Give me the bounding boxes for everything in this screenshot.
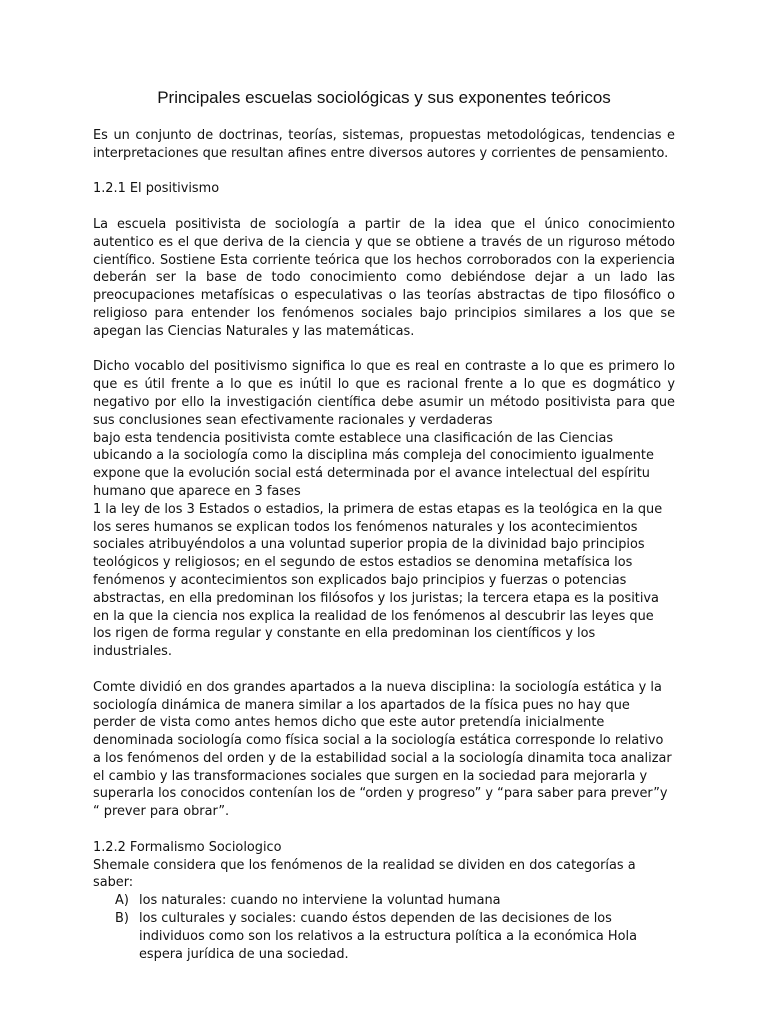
list-item (93, 910, 675, 963)
positivismo-paragraph-2: Dicho vocablo del positivismo significa lo que es real en contraste a lo que es primero lo que es útil frente a lo que es inútil lo que es racional frente a lo que es dogmático y negativo por ello la investigación científica debe asumir un método positivista para que sus conclusiones sean efectivamente racionales y verdaderas (93, 359, 675, 428)
intro-paragraph: Es un conjunto de doctrinas, teorías, sistemas, propuestas metodológicas, tendencias e interpretaciones que resultan afines entre diversos autores y corrientes de pensamiento. (93, 128, 675, 161)
list-item-text: los culturales y sociales: cuando éstos dependen de las decisiones de los individuos como son los relativos a la estructura política a la económica Hola espera jurídica de una sociedad. (139, 911, 637, 962)
list-item (93, 892, 675, 910)
section-heading-positivismo: 1.2.1 El positivismo (93, 181, 220, 197)
formalismo-intro: Shemale considera que los fenómenos de la realidad se dividen en dos categorías a saber: (93, 857, 636, 891)
categories-list (93, 892, 675, 963)
list-marker: A) (115, 893, 129, 909)
positivismo-paragraph-5: Comte dividió en dos grandes apartados a la nueva disciplina: la sociología estática y la sociología dinámica de manera similar a los apartados de la física pues no hay que perder de vista como antes hemos dicho que este autor pretendía inicialmente denominada sociología como física social a la sociología estática corresponde lo relativo a los fenómenos del orden y de la estabilidad social a la sociología dinamita toca analizar el cambio y las transformaciones sociales que surgen en la sociedad para mejorarla y superarla los conocidos contenían los de “orden y progreso” y “para saber para prever”y “ prever para obrar”. (93, 679, 672, 820)
section-heading-formalismo: 1.2.2 Formalismo Sociologico (93, 839, 282, 855)
list-marker: B) (115, 911, 129, 927)
document-body (93, 127, 675, 963)
positivismo-paragraph-4: 1 la ley de los 3 Estados o estadios, la primera de estas etapas es la teológica en la que los seres humanos se explican todos los fenómenos naturales y los acontecimientos sociales atribuyéndolos a una voluntad superior propia de la divinidad bajo principios teológicos y religiosos; en el segundo de estos estadios se denomina metafísica los fenómenos y acontecimientos son explicados bajo principios y fuerzas o potencias abstractas, en ella predominan los filósofos y los juristas; la tercera etapa es la positiva en la que la ciencia nos explica la realidad de los fenómenos al descubrir las leyes que los rigen de forma regular y constante en ella predominan los científicos y los industriales. (93, 501, 663, 660)
list-item-text: los naturales: cuando no interviene la voluntad humana (139, 893, 501, 909)
positivismo-paragraph-3: bajo esta tendencia positivista comte establece una clasificación de las Ciencias ubicando a la sociología como la disciplina más compleja del conocimiento igualmente expone que la evolución social está determinada por el avance intelectual del espíritu humano que aparece en 3 fases (93, 430, 654, 499)
positivismo-paragraph-1: La escuela positivista de sociología a partir de la idea que el único conocimiento autentico es el que deriva de la ciencia y que se obtiene a través de un riguroso método científico. Sostiene Esta corriente teórica que los hechos corroborados con la experiencia deberán ser la base de todo conocimiento como debiéndose dejar a un lado las preocupaciones metafísicas o especulativas o las teorías abstractas de tipo filosófico o religioso para entender los fenómenos sociales bajo principios similares a los que se apegan las Ciencias Naturales y las matemáticas. (93, 216, 675, 339)
page-title: Principales escuelas sociológicas y sus exponentes teóricos (157, 88, 611, 107)
